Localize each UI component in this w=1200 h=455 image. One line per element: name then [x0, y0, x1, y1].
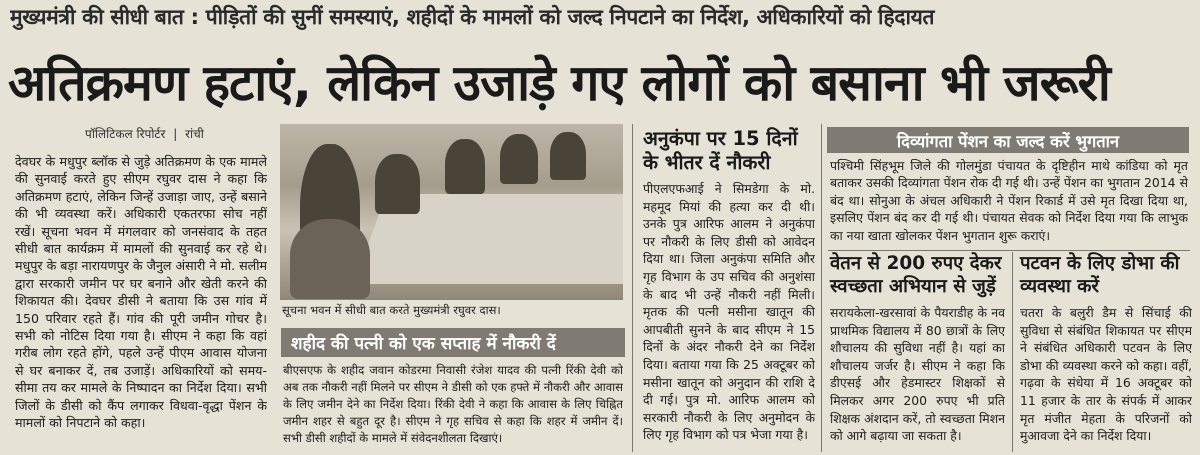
- main-headline: अतिक्रमण हटाएं, लेकिन उजाड़े गए लोगों को बसाना भी जरूरी: [8, 54, 1110, 112]
- column-divider: [632, 124, 633, 452]
- byline-separator: |: [173, 127, 178, 141]
- kicker-headline: मुख्यमंत्री की सीधी बात : पीड़ितों की सुनीं समस्याएं, शहीदों के मामलों को जल्द निपटाने का निर्देश, अधिकारियों को हिदायत: [10, 5, 935, 29]
- martyr-box-body: बीएसएफ के शहीद जवान कोडरमा निवासी रंजेश यादव की पत्नी रिंकी देवी को अब तक नौकरी नहीं मिलने पर सीएम ने डीसी को एक हफ्ते में नौकरी और आवास के लिए जमीन देने का निर्देश दिया। रिंकी देवी ने कहा कि आवास के लिए चिह्नित जमीन शहर से बहुत दूर है। सीएम ने गृह सचिव से कहा कि शहर में जमीन दें। सभी डीसी शहीदों के मामले में संवेदनशीलता दिखाएं।: [283, 363, 623, 445]
- photo-person: [290, 219, 370, 299]
- news-photo: [280, 124, 623, 300]
- photo-person: [550, 132, 586, 180]
- photo-person: [375, 154, 420, 214]
- photo-person: [500, 134, 538, 184]
- byline-reporter: पॉलिटिकल रिपोर्टर: [85, 127, 166, 141]
- salary-box-body: सरायकेला-खरसावां के पैयराडीह के नव प्राथमिक विद्यालय में 80 छात्रों के लिए शौचालय की सुविधा नहीं है। यहां का शौचालय जर्जर है। सीएम ने कहा कि डीएसई और हेडमास्टर शिक्षकों से मिलकर अगर 200 रुपए भी प्रति शिक्षक अंशदान करें, तो स्वच्छता मिशन को आगे बढ़ाया जा सकता है।: [830, 305, 1005, 444]
- section-divider: [828, 250, 1190, 251]
- column-divider: [1012, 252, 1013, 452]
- pension-box-heading: दिव्यांगता पेंशन का जल्द करें भुगतान: [827, 127, 1189, 153]
- pension-box-body: पश्चिमी सिंहभूम जिले की गोलमुंडा पंचायत के दृष्टिहीन माथे कांडिया को मृत बताकर उसकी दिव्यांगता पेंशन रोक दी गई थी। उन्हें पेंशन का भुगतान 2014 से बंद था। सोनुआ के अंचल अधिकारी ने पेंशन रिकार्ड में उसे मृत दिखा दिया था, इसलिए पेंशन बंद कर दी गई थी। पंचायत सेवक को निर्देश दिया गया कि लाभुक का नया खाता खोलकर पेंशन भुगतान शुरू कराएं।: [830, 158, 1188, 243]
- byline: [85, 125, 208, 142]
- lead-paragraph: देवघर के मधुपुर ब्लॉक से जुड़े अतिक्रमण के एक मामले की सुनवाई करते हुए सीएम रघुवर दास ने कहा कि अतिक्रमण हटाएं, लेकिन जिन्हें उजाड़ा जाए, उन्हें बसाने की भी व्यवस्था करें। अधिकारी एकतरफा सोच नहीं रखें। सूचना भवन में मंगलवार को जनसंवाद के तहत सीधी बात कार्यक्रम में मामलों की सुनवाई कर रहे थे। मधुपुर के बड़ा नारायणपुर के जैनुल अंसारी ने मो. सलीम द्वारा सरकारी जमीन पर घर बनाने और खेती करने की शिकायत की। देवघर डीसी ने बताया कि उस गांव में 150 परिवार रहते हैं। गांव की पूरी जमीन गोचर है। सभी को नोटिस दिया गया है। सीएम ने कहा कि वहां गरीब लोग रहते होंगे, पहले उन्हें पीएम आवास योजना से घर बनाकर दें, तब उजाड़ें। अधिकारियों को समय-सीमा तय कर मामले के निष्पादन का निर्देश दिया। सभी जिलों के डीसी को कैंप लगाकर विधवा-वृद्धा पेंशन के मामलों को निपटाने को कहा।: [15, 154, 267, 431]
- byline-place: रांची: [185, 127, 204, 141]
- compassion-box-body: पीएलएफआई ने सिमडेगा के मो. महमूद मियां की हत्या कर दी थी। उनके पुत्र आरिफ आलम ने अनुकंपा पर नौकरी के लिए डीसी को आवेदन दिया था। जिला अनुकंपा समिति और गृह विभाग के उप सचिव की अनुशंसा के बाद भी उन्हें नौकरी नहीं मिली। मृतक की पत्नी मसीना खातून की आपबीती सुनने के बाद सीएम ने 15 दिनों के अंदर नौकरी देने का निर्देश दिया। बताया गया कि 25 अक्टूबर को मसीना खातून को अनुदान की राशि दे दी गई। पुत्र मो. आरिफ आलम को सरकारी नौकरी के लिए अनुमोदन के लिए गृह विभाग को पत्र भेजा गया है।: [643, 181, 815, 443]
- dobha-box-heading: पटवन के लिए डोभा की व्यवस्था करें: [1020, 253, 1180, 297]
- lead-article-body: [15, 153, 267, 450]
- compassion-box-heading: अनुकंपा पर 15 दिनों के भीतर दें नौकरी: [643, 127, 798, 174]
- salary-box-heading: वेतन से 200 रुपए देकर स्वच्छता अभियान से जुड़ें: [830, 253, 1002, 297]
- martyr-box-heading: शहीद की पत्नी को एक सप्ताह में नौकरी दें: [281, 328, 625, 357]
- photo-person: [445, 139, 485, 194]
- dobha-box-body: चतरा के बलुरी डैम से सिंचाई की सुविधा से संबंधित शिकायत पर सीएम ने संबंधित अधिकारी पटवन के लिए डोभा की व्यवस्था करने को कहा। वहीं, गढ़वा के संधेया में 16 अक्टूबर को 11 हजार के तार के संपर्क में आकर मृत मंजीत मेहता के परिजनों को मुआवजा देने का निर्देश दिया।: [1020, 305, 1192, 444]
- photo-caption: सूचना भवन में सीधी बात करते मुख्यमंत्री रघुवर दास।: [282, 303, 501, 317]
- column-divider: [821, 124, 822, 452]
